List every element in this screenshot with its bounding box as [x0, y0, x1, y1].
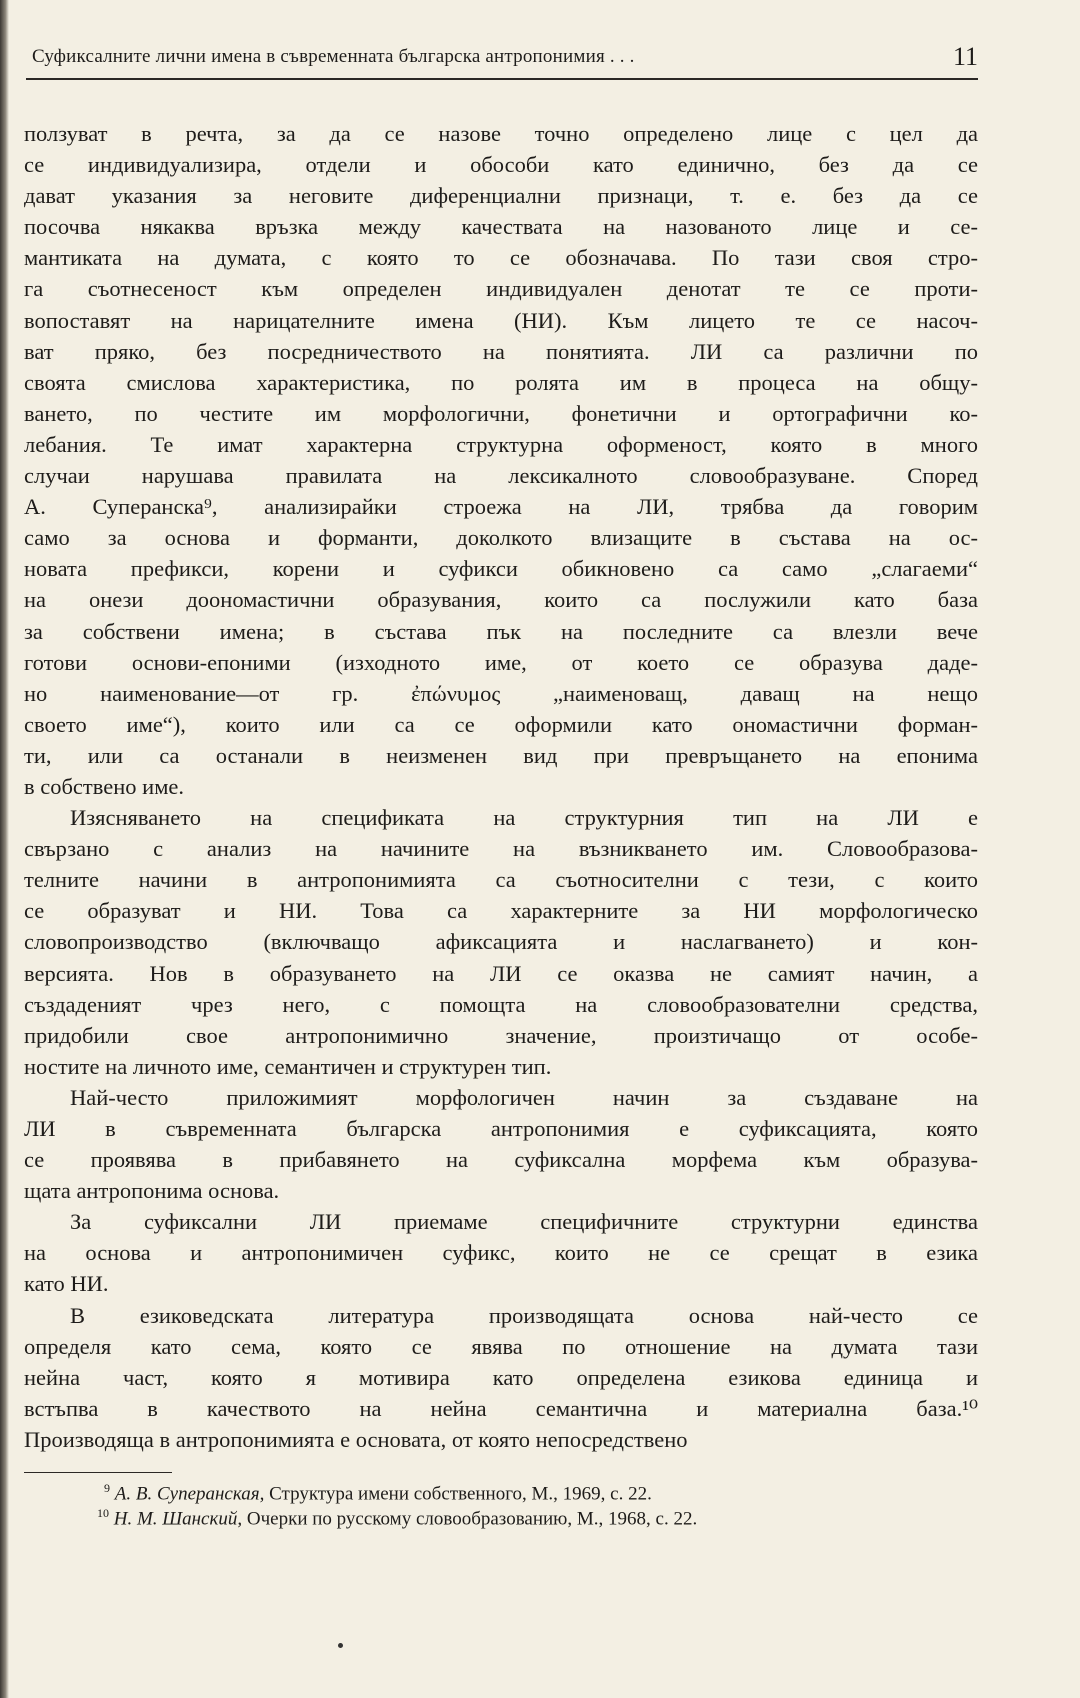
running-title: Суфиксалните лични имена в съвременната българска антропонимия . . .: [32, 46, 635, 67]
text-line: на основа и антропонимичен суфикс, които не се срещат в езика: [24, 1240, 978, 1266]
text-line: ползуват в речта, за да се назове точно определено лице с цел да: [24, 121, 978, 146]
text-line: на онези доономастични образувания, които са послужили като база: [24, 587, 978, 613]
text-line: се проявява в прибавянето на суфиксална морфема към образува-: [24, 1147, 978, 1173]
footnote-9: [104, 1481, 652, 1505]
text-line: Изясняването на спецификата на структурния тип на ЛИ е: [70, 805, 978, 831]
text-line: ти, или са останали в неизменен вид при превръщането на епонима: [24, 742, 978, 768]
text-line: Производяща в антропонимията е основата, от която непосредствено: [24, 1426, 688, 1452]
paragraph: [24, 1206, 978, 1299]
text-line: като НИ.: [24, 1271, 109, 1297]
text-line: готови основи-епоними (изходното име, от което се образува даде-: [24, 649, 978, 675]
text-line: лебания. Те имат характерна структурна оформеност, която в много: [24, 431, 978, 457]
text-line: версията. Нов в образуването на ЛИ се оказва не самият начин, а: [24, 960, 978, 986]
text-line: телните начини в антропонимията са съотносителни с тези, с които: [24, 867, 978, 893]
print-speck: [338, 1643, 343, 1648]
text-line: ват пряко, без посредничеството на понятията. ЛИ са различни по: [24, 338, 978, 364]
body-text: [24, 118, 978, 1455]
text-line: Най-често приложимият морфологичен начин за създаване на: [70, 1084, 978, 1110]
paragraph: [24, 802, 978, 1082]
text-line: словопроизводство (включващо афиксацията и наслагването) и кон-: [24, 929, 978, 955]
running-header: [32, 44, 978, 74]
text-line: придобили свое антропонимично значение, произтичащо от особе-: [24, 1022, 978, 1048]
text-line: новата префикси, корени и суфикси обикновено са само „слагаеми“: [24, 556, 978, 582]
text-line: се образуват и НИ. Това са характерните за НИ морфологическо: [24, 898, 978, 924]
text-line: своето име“), които или са се оформили като ономастични форман-: [24, 711, 978, 737]
paragraph: [24, 1300, 978, 1455]
text-line: създаденият чрез него, с помощта на словообразователни средства,: [24, 991, 978, 1017]
text-line: А. Суперанска⁹, анализирайки строежа на ЛИ, трябва да говорим: [24, 494, 978, 520]
text-line: вопоставят на нарицателните имена (НИ). Към лицето те се насоч-: [24, 307, 978, 333]
text-line: но наименование—от гр. ἐπώνυμος „наименоващ, даващ на нещо: [24, 680, 978, 706]
page-number: 11: [952, 42, 978, 71]
text-line: се индивидуализира, отдели и обособи като единично, без да се: [24, 152, 978, 178]
footnote-mark: 9: [104, 1481, 110, 1495]
text-line: определя като сема, която се явява по отношение на думата тази: [24, 1333, 978, 1359]
text-line: само за основа и форманти, доколкото влизащите в състава на ос-: [24, 525, 978, 551]
text-line: свързано с анализ на начините на възникването им. Словообразова-: [24, 836, 978, 862]
text-line: га съотнесеност към определен индивидуален денотат те се проти-: [24, 276, 978, 302]
text-line: дават указания за неговите диференциални признаци, т. е. без да се: [24, 183, 978, 209]
text-line: посочва някаква връзка между качествата на назованото лице и се-: [24, 214, 978, 240]
text-line: В езиковедската литература производящата основа най-често се: [70, 1302, 978, 1328]
footnote-author: А. В. Суперанская,: [114, 1483, 265, 1505]
text-line: За суфиксални ЛИ приемаме специфичните структурни единства: [70, 1209, 978, 1235]
text-line: своята смислова характеристика, по ролята им в процеса на общу-: [24, 369, 978, 395]
footnote-text: Структура имени собственного, М., 1969, с. 22.: [269, 1483, 652, 1505]
text-line: случаи нарушава правилата на лексикалното словообразуване. Според: [24, 463, 978, 489]
text-line: нейна част, която я мотивира като определена езикова единица и: [24, 1364, 978, 1390]
text-line: щата антропонима основа.: [24, 1178, 280, 1204]
text-line: ностите на личното име, семантичен и структурен тип.: [24, 1053, 552, 1079]
footnote-rule: [24, 1472, 172, 1473]
text-line: ването, по честите им морфологични, фонетични и ортографични ко-: [24, 400, 978, 426]
footnote-10: [97, 1506, 697, 1530]
footnote-text: Очерки по русскому словообразованию, М., 1968, с. 22.: [246, 1508, 698, 1530]
text-line: за собствени имена; в състава пък на последните са влезли вече: [24, 618, 978, 644]
text-line: ЛИ в съвременната българска антропонимия е суфиксацията, която: [24, 1116, 978, 1141]
paragraph: [24, 1082, 978, 1206]
header-rule: [26, 78, 978, 80]
footnote-author: Н. М. Шанский,: [113, 1508, 243, 1530]
text-line: в собствено име.: [24, 773, 185, 799]
book-spine-shadow: [0, 0, 9, 1698]
text-line: встъпва в качеството на нейна семантична и материална база.¹⁰: [24, 1395, 978, 1421]
paragraph: [24, 118, 978, 802]
text-line: мантиката на думата, с която то се обозначава. По тази своя стро-: [24, 245, 978, 271]
footnote-mark: 10: [97, 1506, 109, 1520]
